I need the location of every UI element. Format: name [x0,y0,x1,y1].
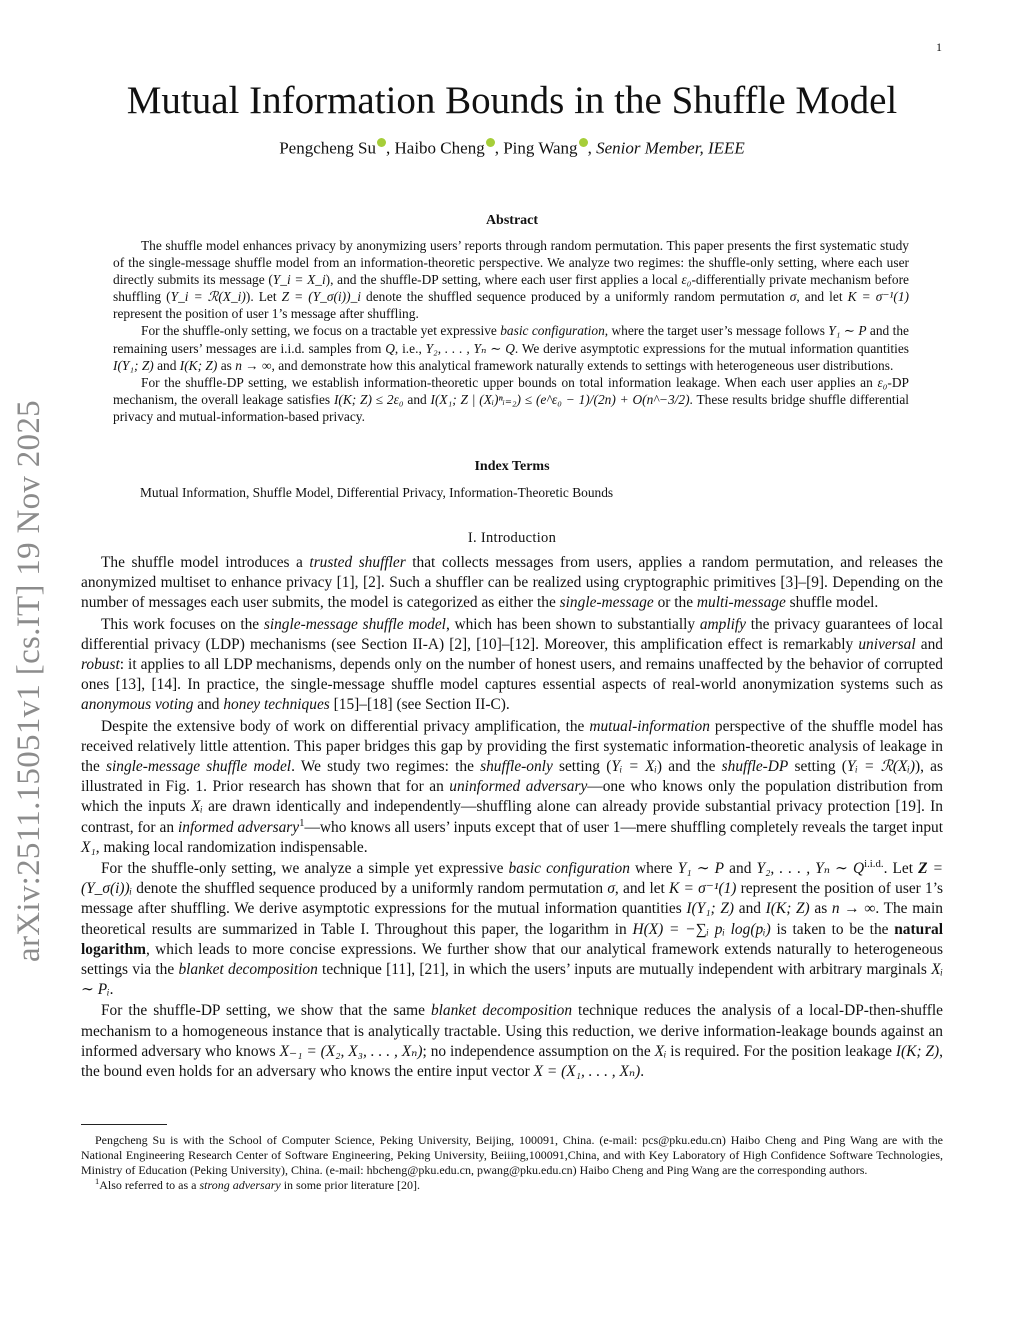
arxiv-watermark[interactable]: arXiv:2511.15051v1 [cs.IT] 19 Nov 2025 [11,400,47,962]
introduction-body [81,553,943,1083]
paper-title: Mutual Information Bounds in the Shuffle Model [126,79,898,122]
abstract-body [113,237,909,425]
body-paragraph: The shuffle model introduces a trusted shuffler that collects messages from users, applies a random permutation, and releases the anonymized multiset to enhance privacy [1], [2]. Such a shuffler can be realized using cryptographic primitives [3]–[9]. Depending on the number of messages each user submits, the model is categorized as either the single-message or the multi-message shuffle model. [81,554,943,612]
body-paragraph: This work focuses on the single-message shuffle model, which has been shown to substantially amplify the privacy guarantees of local differential privacy (LDP) mechanisms (see Section II-A) [2], [10]–[12]. Moreover, this amplification effect is remarkably universal and robust: it applies to all LDP mechanisms, depends only on the number of honest users, and remains unaffected by the behavior of corrupted ones [13], [14]. In practice, the single-message shuffle model captures essential aspects of real-world anonymization systems such as anonymous voting and honey techniques [15]–[18] (see Section II-C). [81,615,943,714]
orcid-icon[interactable] [486,138,495,147]
orcid-icon[interactable] [377,138,386,147]
section-heading: I. Introduction [467,530,557,546]
author-line: Pengcheng Su , Haibo Cheng , Ping Wang , Senior Member, IEEE [279,138,745,158]
footnotes [81,1133,943,1193]
footnote-ref[interactable]: 1 [299,816,305,829]
abstract-heading: Abstract [485,213,539,228]
abstract-paragraph: The shuffle model enhances privacy by anonymizing users’ reports through random permutation. This paper presents the first systematic study of the single-message shuffle model from an information-theoretic perspective. We analyze two regimes: the shuffle-only setting, where each user directly submits its message (Y_i = X_i), and the shuffle-DP setting, where each user first applies a local ε₀-differentially private mechanism before shuffling (Y_i = ℛ(X_i)). Let Z = (Y_σ(i))_i denote the shuffled sequence produced by a uniformly random permutation σ, and let K = σ⁻¹(1) represent the position of user 1’s message after shuffling. [113,238,910,322]
footnote-1: $^1$Also referred to as a strong adversary in some prior literature [20]. [95,1177,420,1192]
footnote-divider [81,1124,167,1125]
index-terms-list: Mutual Information, Shuffle Model, Differential Privacy, Information-Theoretic Bounds [140,485,614,500]
author-membership: Senior Member, IEEE [596,138,745,158]
body-paragraph: For the shuffle-DP setting, we show that the same blanket decomposition technique reduces the analysis of a local-DP-then-shuffle mechanism to a homogeneous instance that is analytically tractable. Using this reduction, we derive information-leakage bounds against an informed adversary who knows X₋₁ = (X₂, X₃, . . . , Xₙ); no independence assumption on the Xᵢ is required. For the position leakage I(K; Z), the bound even holds for an adversary who knows the entire input vector X = (X₁, . . . , Xₙ). [81,1002,943,1081]
page-number: 1 [936,40,942,54]
abstract-paragraph: For the shuffle-DP setting, we establish information-theoretic upper bounds on total information leakage. When each user applies an ε₀-DP mechanism, the overall leakage satisfies I(K; Z) ≤ 2ε₀ and I(X₁; Z | (Xᵢ)ⁿᵢ₌₂) ≤ (e^ε₀ − 1)/(2n) + O(n^−3/2). These results bridge shuffle differential privacy and mutual-information-based privacy. [113,374,909,424]
author-name: Ping Wang [503,138,578,158]
author-name: Pengcheng Su [279,138,377,158]
index-terms-heading: Index Terms [474,459,550,474]
affiliation-footnote: Pengcheng Su is with the School of Computer Science, Peking University, Beijing, 100091, China. (e-mail: pcs@pku.edu.cn) Haibo Cheng and Ping Wang are with the National Engineering Research Center of Software Engineering, Peking University, Beiiing,100091,China, and with Key Laboratory of High Confidence Software Technologies, Ministry of Education (Peking University), China. (e-mail: hbcheng@pku.edu.cn, pwang@pku.edu.cn) Haibo Cheng and Ping Wang are the corresponding authors. [81,1133,943,1177]
abstract-paragraph: For the shuffle-only setting, we focus on a tractable yet expressive basic configuration, where the target user’s message follows Y₁ ∼ P and the remaining users’ messages are i.i.d. samples from Q, i.e., Y₂, . . . , Yₙ ∼ Q. We derive asymptotic expressions for the mutual information quantities I(Y₁; Z) and I(K; Z) as n → ∞, and demonstrate how this analytical framework naturally extends to settings with heterogeneous user distributions. [113,323,910,373]
author-name: Haibo Cheng [394,138,485,158]
body-paragraph: For the shuffle-only setting, we analyze a simple yet expressive basic configuration where Y₁ ∼ P and Y₂, . . . , Yₙ ∼ $Q^{i.i.d.}$. Let Z = (Y_σ(i))ᵢ denote the shuffled sequence produced by a uniformly random permutation σ, and let K = σ⁻¹(1) represent the position of user 1’s message after shuffling. We derive asymptotic expressions for the mutual information quantities I(Y₁; Z) and I(K; Z) as n → ∞. The main theoretical results are summarized in Table I. Throughout this paper, the logarithm in H(X) = −∑ᵢ pᵢ log(pᵢ) is taken to be the natural logarithm, which leads to more concise expressions. We further show that our analytical framework extends naturally to heterogeneous settings via the blanket decomposition technique [11], [21], in which the users’ inputs are mutually independent with arbitrary marginals Xᵢ ∼ Pᵢ. [81,857,944,999]
orcid-icon[interactable] [579,138,588,147]
body-paragraph: Despite the extensive body of work on differential privacy amplification, the mutual-information perspective of the shuffle model has received relatively little attention. This paper bridges this gap by providing the first systematic information-theoretic analysis of leakage in the single-message shuffle model. We study two regimes: the shuffle-only setting (Yᵢ = Xᵢ) and the shuffle-DP setting (Yᵢ = ℛ(Xᵢ)), as illustrated in Fig. 1. Prior research has shown that for an uninformed adversary—one who knows only the population distribution from which the inputs Xᵢ are drawn identically and independently—shuffling alone can already provide substantial privacy protection [19]. In contrast, for an informed adversary$^1$—who knows all users’ inputs except that of user 1—mere shuffling completely reveals the target input X₁, making local randomization indispensable. [81,717,944,856]
